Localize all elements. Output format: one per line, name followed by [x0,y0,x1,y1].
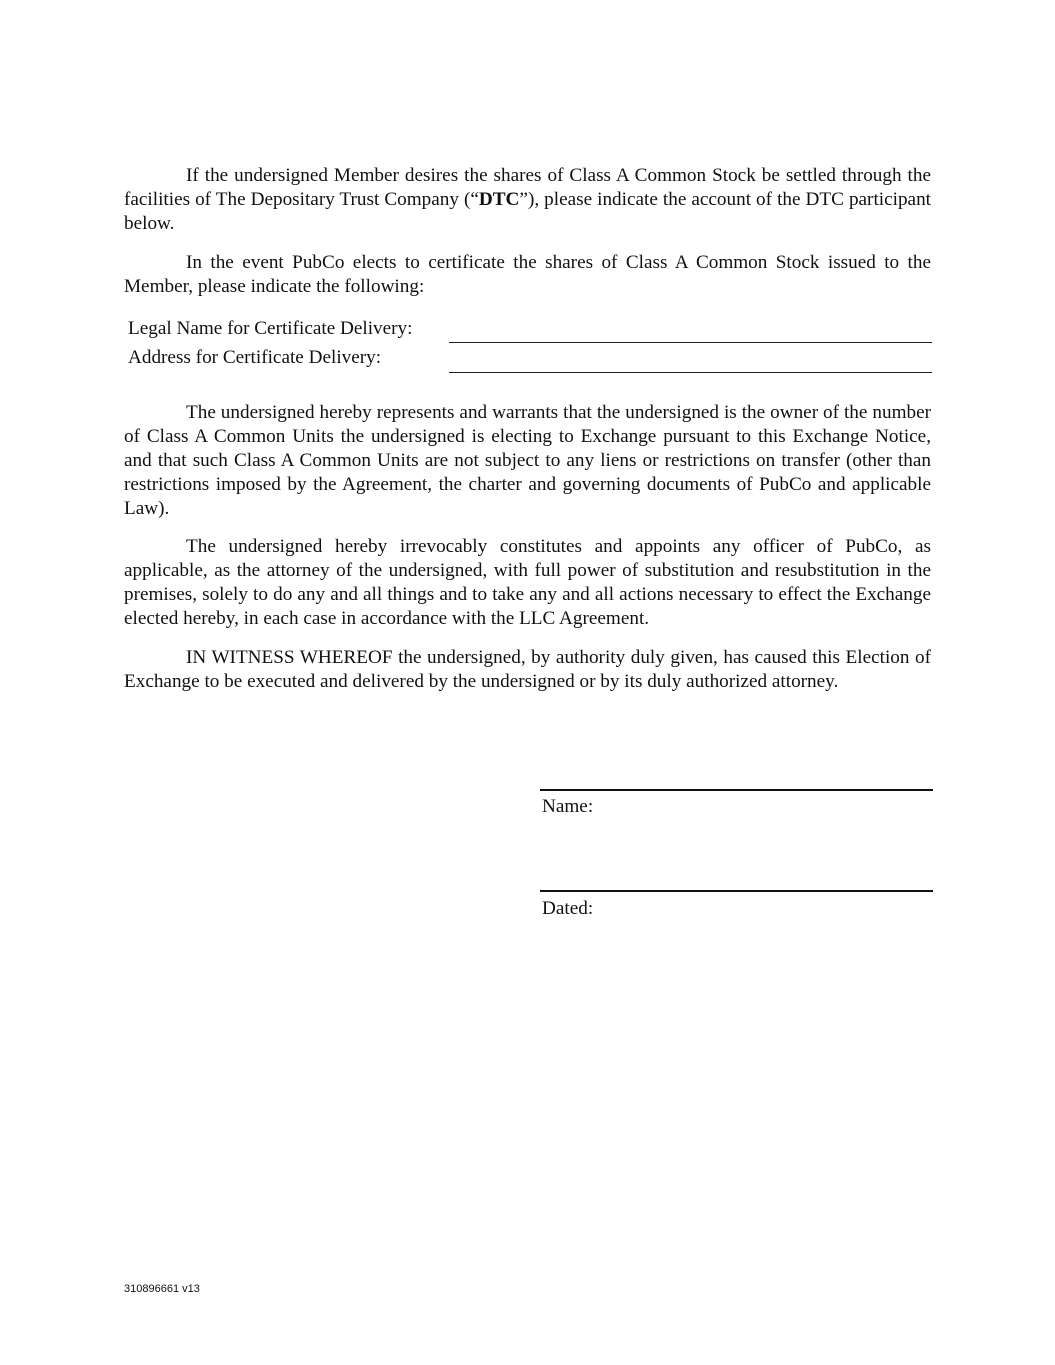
dtc-paragraph-text-before: If the undersigned Member desires the shares of Class A Common Stock be settled through the facilities of The Depositary Trust Company (“ [124,165,931,210]
in-witness-paragraph: IN WITNESS WHEREOF the undersigned, by authority duly given, has caused this Election of Exchange to be executed and delivered by the undersigned or by its duly authorized attorney. [124,647,931,692]
address-field[interactable] [449,372,932,373]
representations-paragraph: The undersigned hereby represents and warrants that the undersigned is the owner of the number of Class A Common Units the undersigned is electing to Exchange pursuant to this Exchange Notice, and that such Class A Common Units are not subject to any liens or restrictions on transfer (other than restrictions imposed by the Agreement, the charter and governing documents of PubCo and applicable Law). [124,402,931,519]
address-label: Address for Certificate Delivery: [128,347,382,368]
date-line[interactable] [540,890,933,892]
dated-label: Dated: [542,898,594,919]
name-label: Name: [542,796,594,817]
signature-line[interactable] [540,789,933,791]
power-of-attorney-paragraph: The undersigned hereby irrevocably constitutes and appoints any officer of PubCo, as applicable, as the attorney of the undersigned, with full power of substitution and resubstitution in the premises, solely to do any and all things and to take any and all actions necessary to effect the Exchange elected hereby, in each case in accordance with the LLC Agreement. [124,536,931,629]
dtc-paragraph-text-after: ”), please indicate the account of the DTC participant below. [124,189,931,234]
dtc-defined-term: DTC [478,189,520,210]
certificate-election-paragraph: In the event PubCo elects to certificate the shares of Class A Common Stock issued to the Member, please indicate the following: [124,252,931,297]
legal-name-label: Legal Name for Certificate Delivery: [128,318,413,339]
legal-name-field[interactable] [449,342,932,343]
document-id-footer: 310896661 v13 [124,1283,200,1295]
dtc-settlement-paragraph [124,164,931,236]
